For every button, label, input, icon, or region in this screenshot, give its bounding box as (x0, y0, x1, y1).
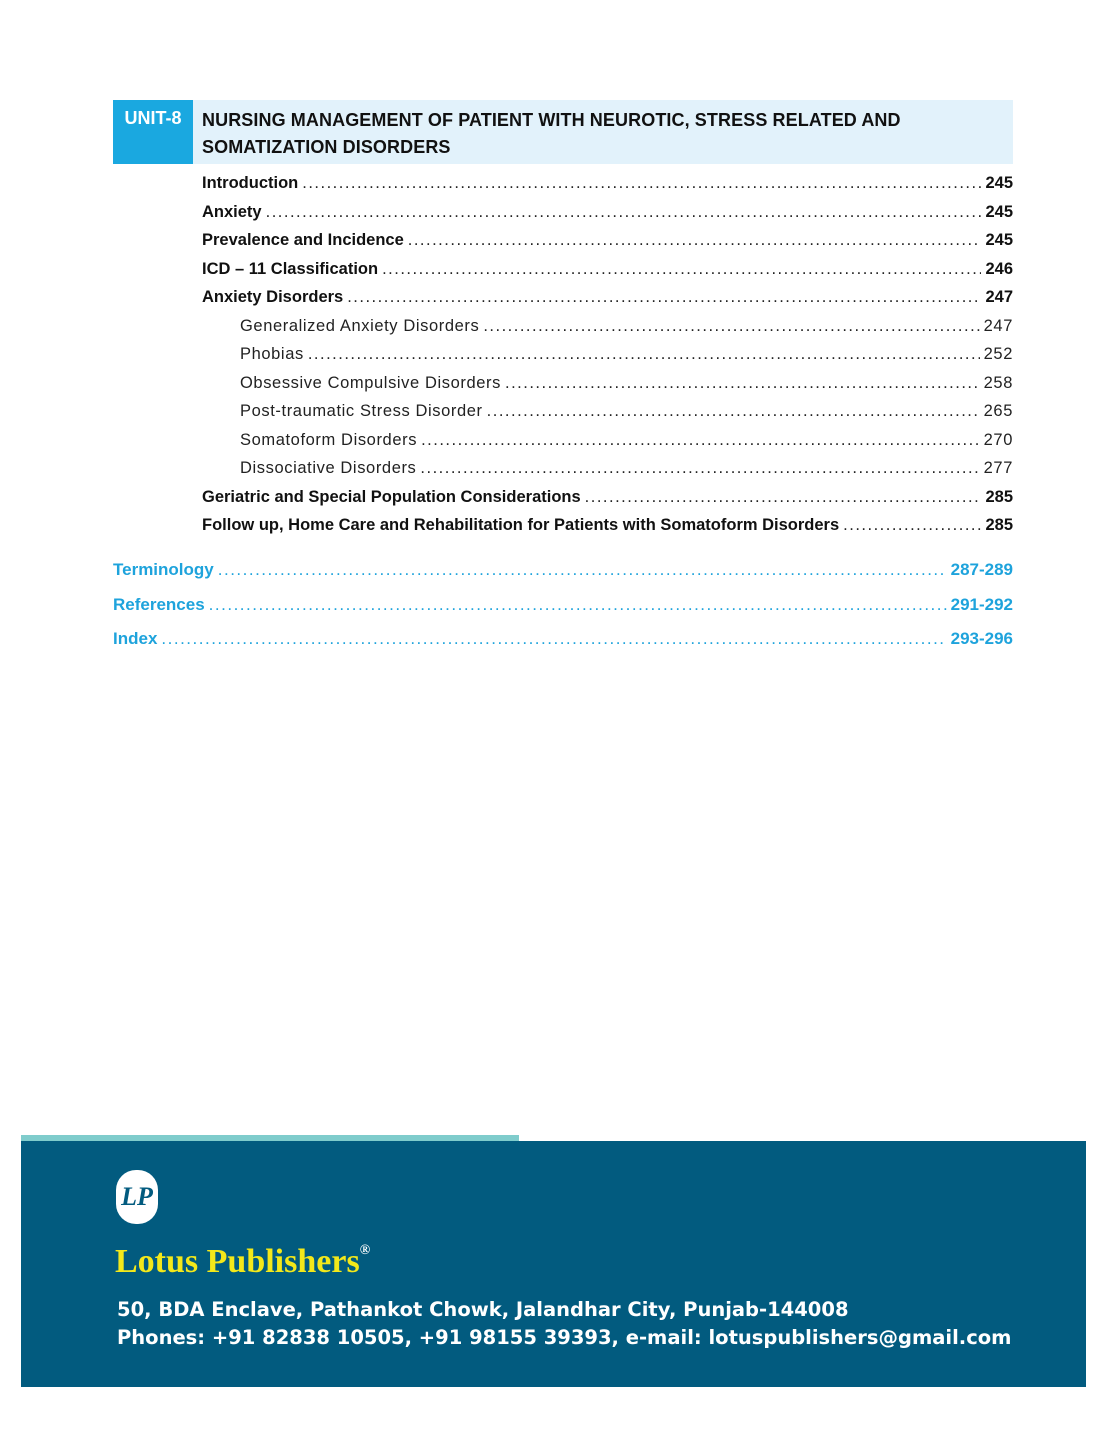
toc-entry-page: 277 (983, 459, 1013, 477)
toc-entry-label: Phobias (240, 345, 304, 363)
unit-title (193, 100, 901, 164)
toc-entry-label: Index (113, 629, 158, 648)
toc-entry (202, 516, 1013, 545)
toc-entry-label: Geriatric and Special Population Considerations (202, 487, 581, 506)
toc-entry-page: 293-296 (950, 629, 1013, 648)
toc-entry (202, 402, 1013, 431)
publisher-address: 50, BDA Enclave, Pathankot Chowk, Jalandhar City, Punjab-144008 (117, 1298, 849, 1321)
dot-leader (505, 374, 980, 393)
table-of-contents (202, 174, 1013, 545)
dot-leader (421, 431, 980, 450)
toc-entry-label: ICD – 11 Classification (202, 259, 379, 278)
toc-entry (202, 431, 1013, 460)
toc-entry-page: 265 (983, 402, 1013, 420)
toc-entry (202, 231, 1013, 260)
toc-entry-page: 252 (983, 345, 1013, 363)
toc-entry-label: Dissociative Disorders (240, 459, 417, 477)
toc-entry-page: 285 (985, 487, 1013, 506)
toc-entry-page: 246 (985, 259, 1013, 278)
registered-mark: ® (359, 1243, 371, 1258)
toc-entry (202, 203, 1013, 232)
toc-entry (202, 174, 1013, 203)
dot-leader (843, 516, 981, 535)
toc-entry-label: Obsessive Compulsive Disorders (240, 373, 501, 392)
dot-leader (585, 488, 982, 507)
toc-entry-label: Anxiety (202, 202, 262, 221)
toc-entry-label: Follow up, Home Care and Rehabilitation for Patients with Somatoform Disorders (202, 516, 840, 534)
toc-entry-label: Terminology (113, 560, 214, 579)
toc-entry-label: References (113, 594, 205, 614)
publisher-logo-icon: LP (116, 1170, 158, 1224)
toc-entry-label: Introduction (202, 174, 299, 192)
dot-leader (487, 402, 980, 421)
toc-entry-page: 247 (985, 288, 1013, 306)
toc-entry-page: 258 (983, 373, 1013, 392)
toc-entry-label: Anxiety Disorders (202, 288, 344, 306)
unit-header (113, 100, 1013, 164)
publisher-name-text: Lotus Publishers (115, 1243, 360, 1280)
toc-entry-page: 287-289 (950, 560, 1013, 579)
toc-entry-page: 291-292 (950, 594, 1013, 614)
dot-leader (483, 317, 979, 336)
dot-leader (420, 459, 979, 478)
dot-leader (408, 231, 982, 250)
unit-title-line-2: SOMATIZATION DISORDERS (202, 137, 451, 157)
dot-leader (218, 560, 947, 580)
unit-badge: UNIT-8 (113, 100, 193, 164)
back-matter-list (113, 560, 1013, 664)
toc-entry-page: 245 (985, 174, 1013, 192)
toc-entry-label: Prevalence and Incidence (202, 231, 404, 249)
dot-leader (347, 288, 981, 307)
publisher-contact: Phones: +91 82838 10505, +91 98155 39393, e-mail: lotuspublishers@gmail.com (117, 1326, 1012, 1349)
toc-entry (202, 317, 1013, 346)
dot-leader (209, 595, 947, 615)
toc-entry (202, 459, 1013, 488)
toc-entry-page: 247 (983, 316, 1013, 335)
toc-entry-label: Somatoform Disorders (240, 430, 418, 449)
toc-entry-page: 270 (983, 430, 1013, 449)
dot-leader (266, 203, 982, 222)
toc-entry-label: Post-traumatic Stress Disorder (240, 402, 483, 420)
toc-entry-page: 245 (985, 231, 1013, 249)
dot-leader (308, 345, 980, 364)
toc-entry-page: 245 (985, 202, 1013, 221)
unit-title-line-1: NURSING MANAGEMENT OF PATIENT WITH NEUROTIC, STRESS RELATED AND (202, 110, 901, 130)
dot-leader (382, 260, 981, 279)
toc-entry-page: 285 (985, 516, 1013, 534)
toc-entry-label: Generalized Anxiety Disorders (240, 316, 480, 335)
toc-entry (113, 595, 1013, 630)
publisher-name (115, 1243, 370, 1281)
toc-entry (202, 260, 1013, 289)
toc-entry (202, 488, 1013, 517)
toc-entry (113, 629, 1013, 664)
toc-entry (202, 345, 1013, 374)
dot-leader (302, 174, 981, 193)
toc-entry (202, 374, 1013, 403)
toc-entry (202, 288, 1013, 317)
dot-leader (161, 629, 946, 649)
toc-entry (113, 560, 1013, 595)
